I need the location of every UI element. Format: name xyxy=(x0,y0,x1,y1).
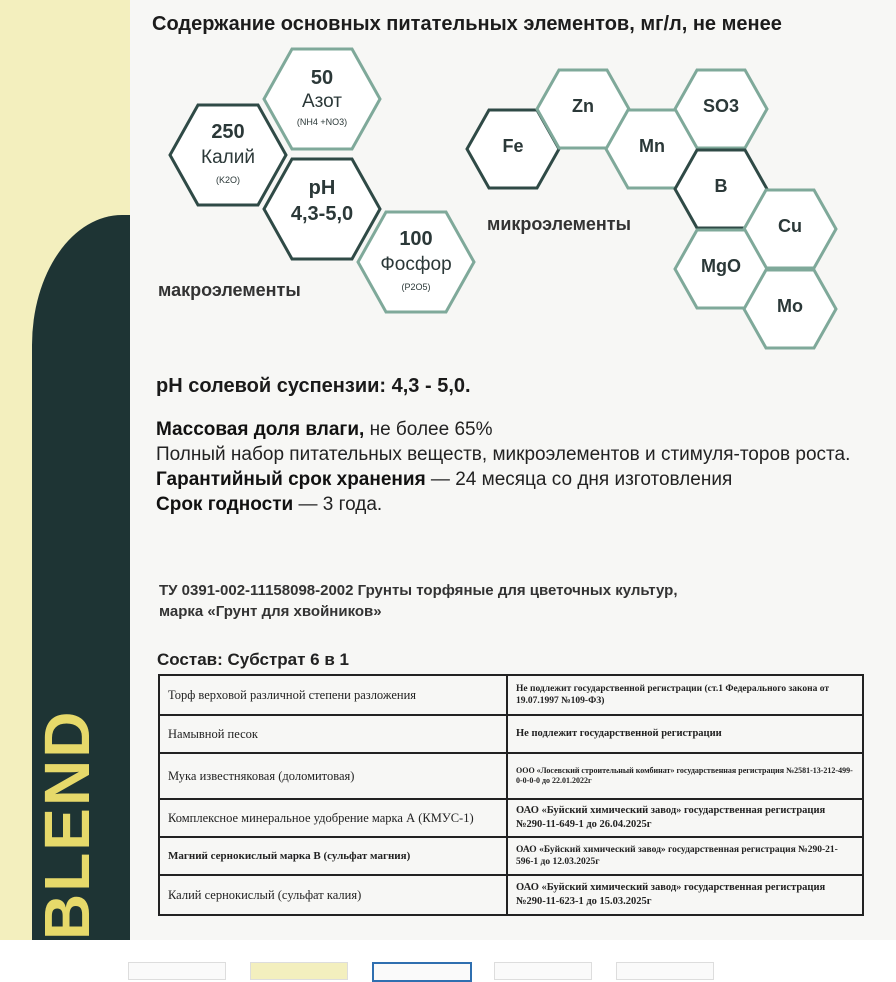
micro-b-label: B xyxy=(714,176,728,196)
macro-label: макроэлементы xyxy=(158,280,301,300)
table-cell-component: Намывной песок xyxy=(159,715,507,753)
composition-table xyxy=(158,674,864,916)
tu-line-1: ТУ 0391-002-11158098-2002 Грунты торфяные для цветочных культур, xyxy=(159,582,678,599)
tu-standard xyxy=(159,580,859,622)
table-row xyxy=(159,875,863,915)
nutrient-set-line: Полный набор питательных веществ, микроэлементов и стимуля-торов роста. xyxy=(156,444,851,465)
table-cell-registration: ООО «Лосевский строительный комбинат» государственная регистрация №2581-13-212-499-0-0-0-0 до 22.01.2022г xyxy=(507,753,863,799)
azot-formula: (NH4 +NO3) xyxy=(296,117,348,127)
hex-micro-mo xyxy=(742,268,838,350)
table-cell-registration: Не подлежит государственной регистрации (ст.1 Федерального закона от 19.07.1997 №109-ФЗ) xyxy=(507,675,863,715)
table-cell-registration: ОАО «Буйский химический завод» государственная регистрация №290-21-596-1 до 12.03.2025г xyxy=(507,837,863,875)
micro-mo-label: Mo xyxy=(777,296,803,316)
packaging-left-band xyxy=(0,0,130,940)
table-row xyxy=(159,715,863,753)
brand-logo-fragment: BLEND xyxy=(31,709,103,940)
table-cell-registration: Не подлежит государственной регистрации xyxy=(507,715,863,753)
gallery-thumbnail[interactable] xyxy=(494,962,592,980)
guarantee-line xyxy=(156,467,876,492)
moisture-label: Массовая доля влаги, xyxy=(156,419,365,440)
micro-fe-label: Fe xyxy=(502,136,524,156)
gallery-thumbnail-selected[interactable] xyxy=(372,962,472,982)
gallery-thumbnail[interactable] xyxy=(128,962,226,980)
table-cell-component: Мука известняковая (доломитовая) xyxy=(159,753,507,799)
guarantee-label: Гарантийный срок хранения xyxy=(156,469,426,490)
page-title: Содержание основных питательных элементов, мг/л, не менее xyxy=(152,13,782,35)
kaliy-value: 250 xyxy=(211,121,245,143)
table-row xyxy=(159,753,863,799)
gallery-thumbnail[interactable] xyxy=(250,962,348,980)
moisture-value: не более 65% xyxy=(364,419,493,440)
micro-mgo-label: MgO xyxy=(701,256,741,276)
micro-label: микроэлементы xyxy=(487,214,631,234)
fosfor-name: Фосфор xyxy=(380,254,452,275)
composition-title: Состав: Субстрат 6 в 1 xyxy=(157,650,349,669)
moisture-line xyxy=(156,417,876,442)
table-cell-component: Торф верховой различной степени разложения xyxy=(159,675,507,715)
azot-name: Азот xyxy=(301,91,343,112)
fosfor-value: 100 xyxy=(399,228,433,250)
ph-name: pH xyxy=(308,177,336,199)
tu-line-2: марка «Грунт для хвойников» xyxy=(159,603,382,620)
hex-micro-so3 xyxy=(673,68,769,150)
micro-mn-label: Mn xyxy=(639,136,665,156)
product-info xyxy=(156,417,876,517)
table-cell-component: Калий сернокислый (сульфат калия) xyxy=(159,875,507,915)
shelf-life-value: — 3 года. xyxy=(293,494,383,515)
gallery-thumbnail[interactable] xyxy=(616,962,714,980)
kaliy-name: Калий xyxy=(201,147,255,168)
kaliy-formula: (K2O) xyxy=(215,175,240,185)
shelf-life-label: Срок годности xyxy=(156,494,294,515)
shelf-life-line xyxy=(156,492,876,517)
micro-cu-label: Cu xyxy=(778,216,802,236)
micro-so3-label: SO3 xyxy=(702,96,740,116)
table-row xyxy=(159,675,863,715)
hex-fosfor xyxy=(356,210,476,314)
guarantee-value: — 24 месяца со дня изготовления xyxy=(425,469,733,490)
micro-zn-label: Zn xyxy=(572,96,594,116)
table-row xyxy=(159,799,863,837)
table-row xyxy=(159,837,863,875)
fosfor-formula: (P2O5) xyxy=(401,282,431,292)
azot-value: 50 xyxy=(310,67,334,89)
table-cell-component: Комплексное минеральное удобрение марка А (КМУС-1) xyxy=(159,799,507,837)
table-cell-registration: ОАО «Буйский химический завод» государственная регистрация №290-11-623-1 до 15.03.2025г xyxy=(507,875,863,915)
ph-suspension-line: pH солевой суспензии: 4,3 - 5,0. xyxy=(156,375,471,397)
table-cell-component: Магний сернокислый марка В (сульфат магния) xyxy=(159,837,507,875)
table-cell-registration: ОАО «Буйский химический завод» государственная регистрация №290-11-649-1 до 26.04.2025г xyxy=(507,799,863,837)
ph-value: 4,3-5,0 xyxy=(290,203,354,225)
